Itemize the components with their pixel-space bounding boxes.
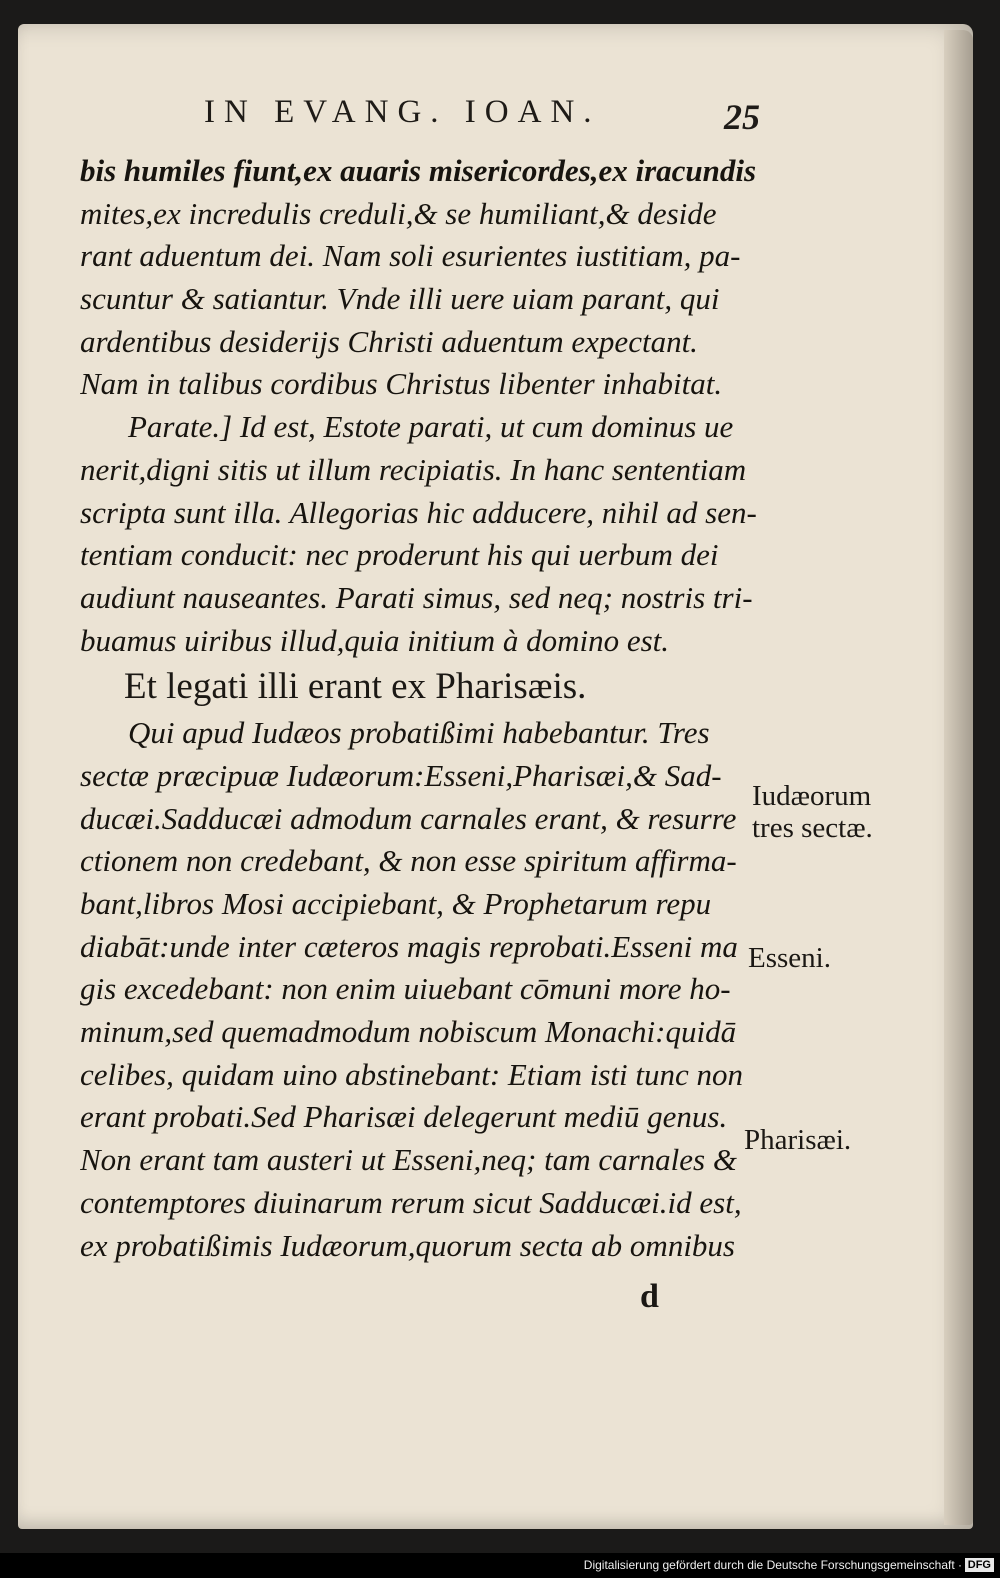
text-line-16: ducæi.Sadducæi admodum carnales erant, & resurre [80, 800, 737, 836]
text-line-1: bis humiles fiunt,ex auaris misericordes,ex iracundis [80, 153, 757, 188]
text-line-3: rant aduentum dei. Nam soli esurientes iustitiam, pa- [80, 238, 741, 274]
text-line-22: celibes, quidam uino abstinebant: Etiam isti tunc non [80, 1056, 743, 1092]
text-line-26: ex probatißimis Iudæorum,quorum secta ab omnibus [80, 1227, 735, 1263]
text-line-20: gis excedebant: non enim uiuebant cōmuni more ho- [80, 971, 731, 1007]
text-line-8: nerit,digni sitis ut illum recipiatis. In hanc sententiam [80, 451, 747, 487]
marginal-note-judaeorum-line1: Iudæorum [752, 780, 872, 812]
text-line-19: diabāt:unde inter cæteros magis reprobati.Esseni ma [80, 928, 738, 964]
text-line-9: scripta sunt illa. Allegorias hic adducere, nihil ad sen- [80, 494, 757, 530]
page-edge-shadow [944, 30, 973, 1525]
text-line-18: bant,libros Mosi accipiebant, & Prophetarum repu [80, 886, 712, 921]
text-line-10: tentiam conducit: nec proderunt his qui uerbum dei [80, 537, 719, 573]
text-line-7: Parate.] Id est, Estote parati, ut cum dominus ue [128, 409, 734, 445]
text-line-14: Qui apud Iudæos probatißimi habebantur. Tres [128, 715, 710, 751]
text-line-5: ardentibus desiderijs Christi aduentum expectant. [80, 323, 698, 359]
section-heading: Et legati illi erant ex Pharisæis. [124, 666, 587, 708]
text-line-2: mites,ex incredulis creduli,& se humiliant,& deside [80, 195, 717, 231]
footer-bar [0, 1553, 1000, 1578]
text-line-21: minum,sed quemadmodum nobiscum Monachi:quidā [80, 1014, 737, 1050]
digitization-credit: Digitalisierung gefördert durch die Deutsche Forschungsgemeinschaft · [583, 1558, 962, 1572]
page-header [204, 94, 764, 142]
text-line-15: sectæ præcipuæ Iudæorum:Esseni,Pharisæi,& Sad- [80, 757, 722, 793]
main-text-block [80, 150, 760, 1267]
text-line-17: ctionem non credebant, & non esse spiritum affirma- [80, 843, 737, 879]
marginal-note-pharisaei: Pharisæi. [744, 1124, 852, 1156]
signature-mark: d [640, 1278, 659, 1315]
text-line-6: Nam in talibus cordibus Christus libenter inhabitat. [80, 366, 723, 402]
marginal-note-judaeorum [752, 780, 873, 844]
text-line-25: contemptores diuinarum rerum sicut Sadducæi.id est, [80, 1184, 742, 1220]
running-title: IN EVANG. IOAN. [204, 94, 601, 130]
text-line-23: erant probati.Sed Pharisæi delegerunt mediū genus. [80, 1099, 728, 1135]
text-line-24: Non erant tam austeri ut Esseni,neq; tam carnales & [80, 1142, 737, 1178]
marginal-note-esseni: Esseni. [748, 942, 831, 974]
text-line-12: buamus uiribus illud,quia initium à domino est. [80, 622, 670, 658]
dfg-logo: DFG [965, 1558, 994, 1572]
page-number: 25 [724, 97, 760, 137]
text-line-4: scuntur & satiantur. Vnde illi uere uiam parant, qui [80, 281, 720, 317]
text-line-11: audiunt nauseantes. Parati simus, sed neq; nostris tri- [80, 579, 753, 615]
marginal-note-judaeorum-line2: tres sectæ. [752, 812, 873, 844]
